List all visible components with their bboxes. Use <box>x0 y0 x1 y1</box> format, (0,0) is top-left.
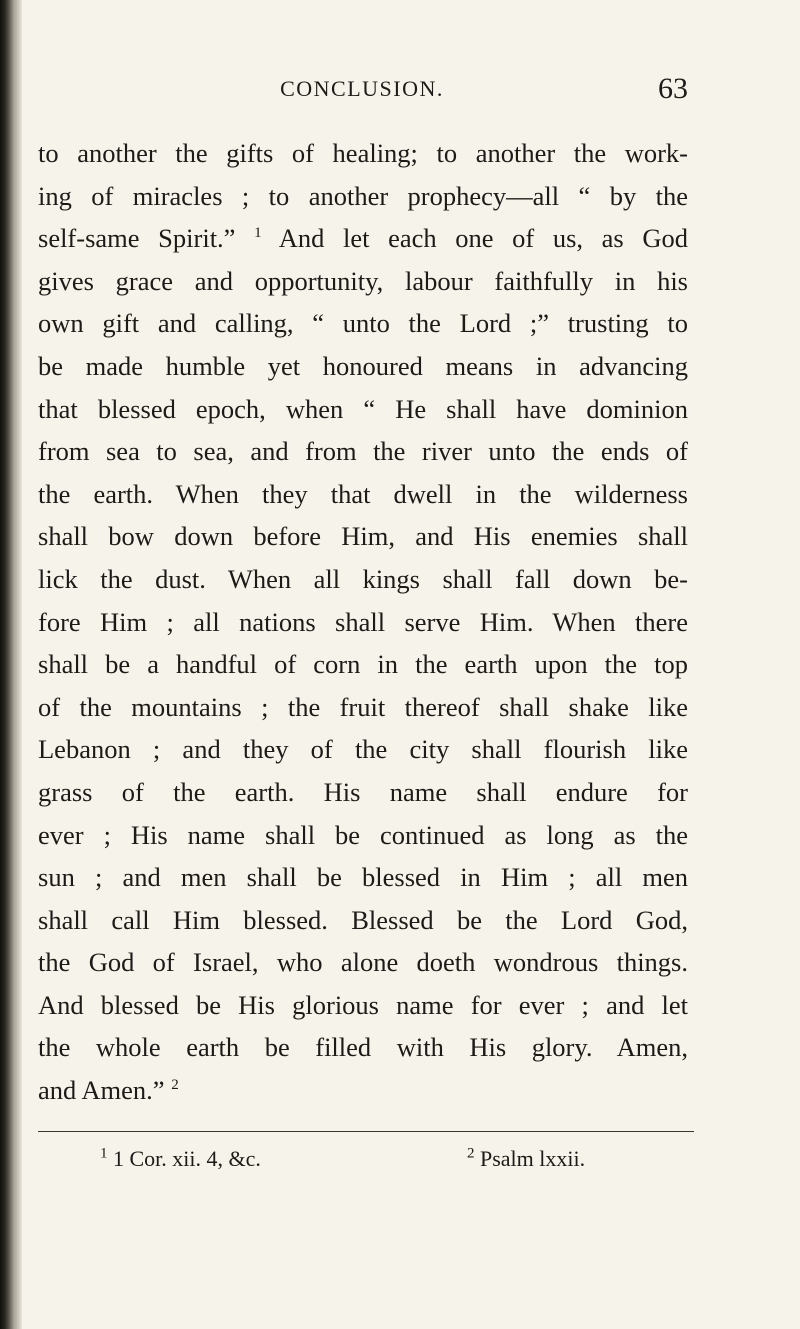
footnote-ref: 2 <box>171 1077 179 1094</box>
text-line: own gift and calling, “ unto the Lord ;” trusting to <box>38 308 688 339</box>
text-line: sun ; and men shall be blessed in Him ; all men <box>38 862 688 893</box>
text-line: the God of Israel, who alone doeth wondrous things. <box>38 947 688 978</box>
text-line: ing of miracles ; to another prophecy—all “ by the <box>38 180 688 211</box>
text-line: shall be a handful of corn in the earth upon the top <box>38 649 688 680</box>
text-line: to another the gifts of healing; to another the work- <box>38 138 688 168</box>
text-line: of the mountains ; the fruit thereof shall shake like <box>38 691 688 722</box>
text-line: And blessed be His glorious name for ever ; and let <box>38 989 688 1020</box>
text-line-part: and Amen.” <box>38 1075 165 1106</box>
text-line: from sea to sea, and from the river unto the ends of <box>38 436 688 467</box>
body-text <box>38 132 688 1112</box>
footnote-text: Psalm lxxii. <box>480 1146 586 1171</box>
footnote-rule <box>38 1131 694 1132</box>
footnote <box>467 1146 585 1172</box>
footnotes <box>100 1146 660 1186</box>
footnote <box>100 1146 261 1172</box>
text-line: ever ; His name shall be continued as long as the <box>38 819 688 850</box>
footnote-ref: 1 <box>254 225 262 242</box>
text-line: shall bow down before Him, and His enemies shall <box>38 521 688 552</box>
text-line: shall call Him blessed. Blessed be the Lord God, <box>38 904 688 935</box>
text-line <box>38 1069 688 1112</box>
running-head-title: CONCLUSION. <box>280 76 444 101</box>
text-line: grass of the earth. His name shall endure for <box>38 776 688 807</box>
text-line: fore Him ; all nations shall serve Him. When there <box>38 606 688 637</box>
text-line: lick the dust. When all kings shall fall down be- <box>38 563 688 594</box>
text-line-part: And let each one of us, as God <box>278 223 689 254</box>
text-line: that blessed epoch, when “ He shall have dominion <box>38 393 688 424</box>
text-line: gives grace and opportunity, labour faithfully in his <box>38 265 688 296</box>
footnote-marker: 2 <box>467 1145 475 1162</box>
text-line <box>38 217 688 260</box>
footnote-marker: 1 <box>100 1145 108 1162</box>
page-number: 63 <box>658 72 688 105</box>
text-line: the earth. When they that dwell in the wilderness <box>38 478 688 509</box>
text-line: Lebanon ; and they of the city shall flourish like <box>38 734 688 765</box>
running-head <box>36 72 688 108</box>
text-line: be made humble yet honoured means in advancing <box>38 350 688 381</box>
text-line: the whole earth be filled with His glory. Amen, <box>38 1032 688 1063</box>
text-line-part: self-same Spirit.” <box>38 223 236 254</box>
footnote-text: 1 Cor. xii. 4, &c. <box>113 1146 261 1171</box>
